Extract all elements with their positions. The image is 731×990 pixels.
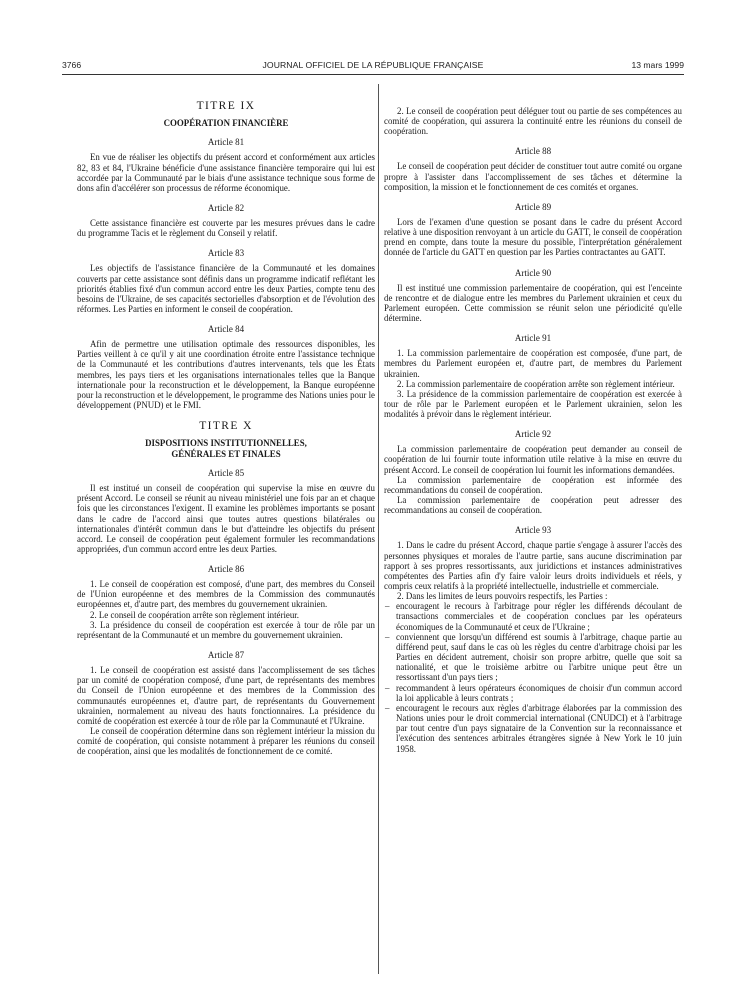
article-93-para-2: 2. Dans les limites de leurs pouvoirs respectifs, les Parties : bbox=[397, 591, 608, 602]
article-88-heading: Article 88 bbox=[514, 146, 552, 157]
article-89-text: Lors de l'examen d'une question se posant dans le cadre du présent Accord relative à une disposition renvoyant à un article du GATT, le conseil de coopération prend en compte, dans toute la mesure du possible, l'interprétation généralement donnée de l'article du GATT en question par les Parties contractantes au GATT. bbox=[384, 216, 682, 258]
article-87-para-2: 2. Le conseil de coopération peut déléguer tout ou partie de ses compétences au comité de coopération, qui assurera la continuité entre les réunions du conseil de coopération. bbox=[384, 106, 682, 137]
article-83-heading: Article 83 bbox=[207, 248, 245, 259]
article-93-list bbox=[384, 601, 682, 753]
article-90-heading: Article 90 bbox=[514, 267, 552, 278]
left-column bbox=[77, 100, 375, 756]
list-item: – encouragent le recours aux règles d'arbitrage élaborées par la commission des Nations unies pour le droit commercial international (CNUDCI) et à l'arbitrage par tout centre d'un pays signataire de la Convention sur la reconnaissance et l'exécution des sentences arbitrales étrangères signée à New York le 10 juin 1958. bbox=[396, 703, 682, 754]
list-item: – encouragent le recours à l'arbitrage pour régler les différends découlant de transactions commerciales et de coopération conclues par les opérateurs économiques de la Communauté et ceux de l'Ukraine ; bbox=[396, 601, 682, 631]
article-89-heading: Article 89 bbox=[514, 201, 552, 212]
article-92-para-1: La commission parlementaire de coopération peut demander au conseil de coopération de lui fournir toute information utile relative à la mise en œuvre du présent Accord. Le conseil de coopération lui fournit les informations demandées. bbox=[384, 444, 682, 475]
article-92-para-3: La commission parlementaire de coopération peut adresser des recommandations au conseil de coopération. bbox=[384, 495, 682, 516]
article-84-text: Afin de permettre une utilisation optimale des ressources disponibles, les Parties veillent à ce qu'il y ait une coordination étroite entre l'assistance technique de la Communauté et les contributions d'autres intervenants, tels que les États membres, les pays tiers et les organisations internationales telles que la Banque internationale pour la reconstruction et le développement, la Banque européenne pour la reconstruction et le développement, le programme des Nations unies pour le développement (PNUD) et le FMI. bbox=[77, 339, 375, 411]
page-header bbox=[62, 60, 684, 72]
list-item: – recommandent à leurs opérateurs économiques de choisir d'un commun accord la loi applicable à leurs contrats ; bbox=[396, 683, 682, 703]
article-86-para-2: 2. Le conseil de coopération arrête son règlement intérieur. bbox=[90, 609, 299, 620]
title-x-subtitle-line2: GÉNÉRALES ET FINALES bbox=[171, 448, 281, 459]
article-91-para-2: 2. La commission parlementaire de coopération arrête son règlement intérieur. bbox=[397, 378, 675, 389]
list-item: – conviennent que lorsqu'un différend est soumis à l'arbitrage, chaque partie au différend peut, sauf dans le cas où les règles du centre d'arbitrage choisi par les Parties en décident autrement, choisir son propre arbitre, quelle que soit sa nationalité, et que le troisième arbitre ou l'arbitre unique peut être un ressortissant d'un pays tiers ; bbox=[396, 632, 682, 683]
article-87-para-1b: Le conseil de coopération détermine dans son règlement intérieur la mission du comité de coopération, qui consiste notamment à préparer les réunions du conseil de coopération, ainsi que les modalités de fonctionnement de ce comité. bbox=[77, 726, 375, 757]
article-87-heading: Article 87 bbox=[207, 650, 245, 661]
page-number: 3766 bbox=[62, 60, 82, 70]
article-85-text: Il est institué un conseil de coopération qui supervise la mise en œuvre du présent Accord. Le conseil se réunit au niveau ministériel une fois par an et chaque fois que les circonstances l'exigent. Il examine les problèmes importants se posant dans le cadre de l'accord ainsi que toutes autres questions bilatérales ou internationales d'intérêt commun dans le but d'atteindre les objectifs du présent accord. Le conseil de coopération peut également formuler les recommandations appropriées, d'un commun accord entre les deux Parties. bbox=[77, 483, 375, 554]
article-93-heading: Article 93 bbox=[514, 525, 552, 536]
article-84-heading: Article 84 bbox=[207, 324, 245, 335]
article-91-para-3: 3. La présidence de la commission parlementaire de coopération est exercée à tour de rôle par le Parlement européen et le Parlement ukrainien, selon les modalités à prévoir dans le règlement intérieur. bbox=[384, 388, 682, 420]
title-x-subtitle-line1: DISPOSITIONS INSTITUTIONNELLES, bbox=[145, 438, 307, 449]
article-82-heading: Article 82 bbox=[207, 203, 245, 214]
journal-title: JOURNAL OFFICIEL DE LA RÉPUBLIQUE FRANÇAISE bbox=[262, 60, 484, 70]
article-91-para-1: 1. La commission parlementaire de coopération est composée, d'une part, de membres du Parlement européen et, d'autre part, de membres du Parlement ukrainien. bbox=[384, 348, 682, 379]
article-90-text: Il est institué une commission parlementaire de coopération, qui est l'enceinte de rencontre et de dialogue entre les membres du Parlement ukrainien et ceux du Parlement européen. Cette commission se réunit selon une périodicité qu'elle détermine. bbox=[384, 282, 682, 324]
article-92-heading: Article 92 bbox=[514, 429, 552, 440]
article-93-para-1: 1. Dans le cadre du présent Accord, chaque partie s'engage à assurer l'accès des personnes physiques et morales de l'autre partie, sans aucune discrimination par rapport à ses propres ressortissants, aux juridictions et instances administratives compétentes des Parties afin d'y faire valoir leurs droits individuels et réels, y compris ceux relatifs à la propriété intellectuelle, industrielle et commerciale. bbox=[384, 540, 682, 591]
article-91-heading: Article 91 bbox=[514, 333, 552, 344]
right-column bbox=[384, 106, 682, 754]
title-x: TITRE X bbox=[199, 420, 253, 433]
publication-date: 13 mars 1999 bbox=[631, 60, 684, 70]
title-ix: TITRE IX bbox=[196, 100, 256, 112]
article-83-text: Les objectifs de l'assistance financière de la Communauté et les domaines couverts par cette assistance sont définis dans un programme indicatif reflétant les priorités établies fixé d'un commun accord entre les deux Parties, compte tenu des besoins de l'Ukraine, de ses capacités sectorielles d'absorption et de l'évolution des réformes. Les Parties en informent le conseil de coopération. bbox=[77, 263, 375, 314]
article-86-heading: Article 86 bbox=[207, 564, 245, 575]
title-ix-subtitle: COOPÉRATION FINANCIÈRE bbox=[163, 118, 289, 128]
article-88-text: Le conseil de coopération peut décider de constituer tout autre comité ou organe propre à l'assister dans l'accomplissement de ses tâches et détermine la composition, la mission et le fonctionnement de ces comités et organes. bbox=[384, 161, 682, 192]
article-85-heading: Article 85 bbox=[207, 468, 245, 479]
article-92-para-2: La commission parlementaire de coopération est informée des recommandations du conseil de coopération. bbox=[384, 474, 682, 495]
article-86-para-1: 1. Le conseil de coopération est composé, d'une part, des membres du Conseil de l'Union européenne et des membres de la Commission des communautés européennes et, d'autre part, des membres du gouvernement ukrainien. bbox=[77, 579, 375, 610]
article-86-para-3: 3. La présidence du conseil de coopération est exercée à tour de rôle par un représentant de la Communauté et un membre du gouvernement ukrainien. bbox=[77, 619, 375, 640]
article-81-text: En vue de réaliser les objectifs du présent accord et conformément aux articles 82, 83 et 84, l'Ukraine bénéficie d'une assistance financière temporaire qui lui est accordée par la Communauté par le biais d'une assistance technique sous forme de dons afin d'accélérer son processus de réforme économique. bbox=[77, 152, 375, 193]
article-82-text: Cette assistance financière est couverte par les mesures prévues dans le cadre du programme Tacis et le règlement du Conseil y relatif. bbox=[77, 218, 375, 239]
article-87-para-1: 1. Le conseil de coopération est assisté dans l'accomplissement de ses tâches par un comité de coopération composé, d'une part, de représentants des membres du Conseil de l'Union européenne et des membres de la Commission des communautés européennes et, d'autre part, de représentants du Gouvernement ukrainien, normalement au niveau des hauts fonctionnaires. La présidence du comité de coopération est exercée à tour de rôle par la Communauté et l'Ukraine. bbox=[77, 665, 375, 726]
article-81-heading: Article 81 bbox=[207, 137, 245, 148]
header-rule bbox=[62, 74, 684, 75]
column-divider bbox=[378, 84, 379, 974]
